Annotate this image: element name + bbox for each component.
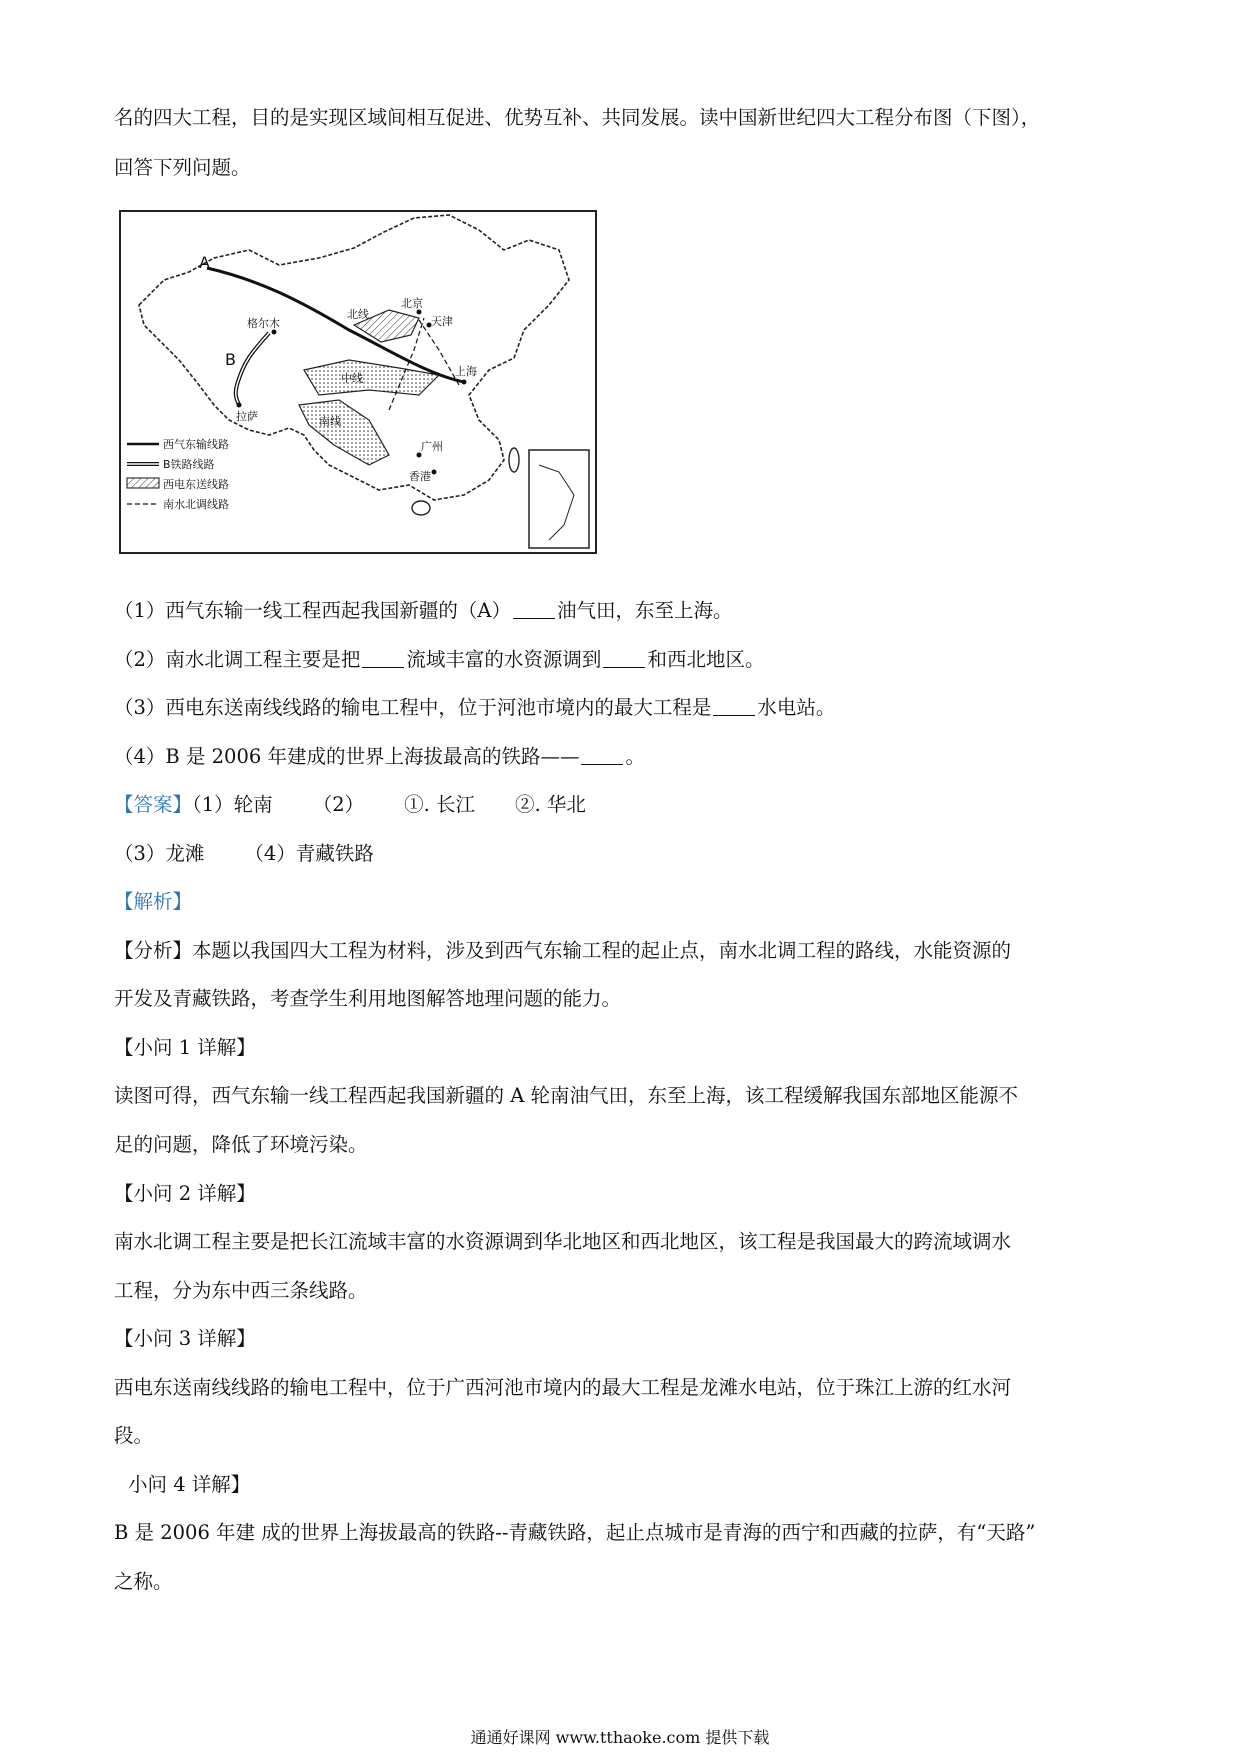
q2-line-2: 工程，分为东中西三条线路。 [114, 1279, 368, 1302]
legend-power: 西电东送线路 [163, 478, 229, 491]
q1-title: 【小问 1 详解】 [114, 1036, 256, 1059]
answer-blank [362, 649, 404, 668]
answer-blank [581, 746, 623, 765]
q3-line-2: 段。 [114, 1424, 154, 1447]
q4-title: 小问 4 详解】 [128, 1473, 251, 1496]
q2-title: 【小问 2 详解】 [114, 1182, 256, 1205]
china-four-projects-map [119, 210, 597, 554]
answer-line-1: 【答案】（1）轮南 （2） ①. 长江 ②. 华北 [114, 793, 586, 816]
label-shanghai: 上海 [455, 365, 477, 378]
intro-line-2: 回答下列问题。 [114, 156, 251, 179]
answer-blank [713, 697, 755, 716]
label-golmud: 格尔木 [247, 317, 280, 330]
label-tianjin: 天津 [431, 315, 453, 328]
footer: 通通好课网 www.tthaoke.com 提供下载 [470, 1728, 770, 1747]
fenxi-line-2: 开发及青藏铁路，考查学生利用地图解答地理问题的能力。 [114, 987, 622, 1010]
answer-blank [513, 600, 555, 619]
q2-line-1: 南水北调工程主要是把长江流域丰富的水资源调到华北地区和西北地区，该工程是我国最大的跨流域调水 [114, 1230, 1012, 1253]
legend-water: 南水北调线路 [163, 498, 229, 511]
q4-line-2: 之称。 [114, 1570, 173, 1593]
answer-line-2: （3）龙滩 （4）青藏铁路 [114, 842, 374, 865]
fenxi-line-1: 【分析】本题以我国四大工程为材料，涉及到西气东输工程的起止点，南水北调工程的路线，水能资源的 [114, 939, 1012, 962]
label-hongkong: 香港 [409, 470, 431, 483]
q1-line-2: 足的问题，降低了环境污染。 [114, 1133, 368, 1156]
label-guangzhou: 广州 [421, 440, 443, 453]
analysis-label: 【解析】 [114, 890, 193, 913]
question-4: （4）B 是 2006 年建成的世界上海拔最高的铁路—— 。 [114, 745, 645, 768]
legend-gas: 西气东输线路 [163, 438, 229, 451]
question-3: （3）西电东送南线线路的输电工程中，位于河池市境内的最大工程是 水电站。 [114, 696, 836, 719]
q4-line-1: B 是 2006 年建 成的世界上海拔最高的铁路--青藏铁路，起止点城市是青海的西宁和西藏的拉萨，有“天路” [114, 1521, 1036, 1544]
legend-railway: B铁路线路 [163, 458, 215, 471]
label-lhasa: 拉萨 [236, 410, 258, 423]
label-A: A [199, 253, 210, 272]
label-beijing: 北京 [401, 297, 423, 310]
label-north-line: 北线 [347, 308, 369, 321]
answer-label: 【答案】 [114, 793, 193, 816]
q3-line-1: 西电东送南线线路的输电工程中，位于广西河池市境内的最大工程是龙滩水电站，位于珠江上游的红水河 [114, 1376, 1012, 1399]
intro-line-1: 名的四大工程，目的是实现区域间相互促进、优势互补、共同发展。读中国新世纪四大工程分布图（下图）， [114, 106, 1041, 129]
answer-blank [603, 649, 645, 668]
q1-line-1: 读图可得，西气东输一线工程西起我国新疆的 A 轮南油气田，东至上海，该工程缓解我国东部地区能源不 [114, 1084, 1018, 1107]
question-2: （2）南水北调工程主要是把 流域丰富的水资源调到 和西北地区。 [114, 648, 765, 671]
q3-title: 【小问 3 详解】 [114, 1327, 256, 1350]
label-B: B [225, 350, 236, 369]
label-south-line: 南线 [319, 415, 341, 428]
label-middle-line: 中线 [341, 372, 363, 385]
question-1: （1）西气东输一线工程西起我国新疆的（A） 油气田，东至上海。 [114, 599, 733, 622]
